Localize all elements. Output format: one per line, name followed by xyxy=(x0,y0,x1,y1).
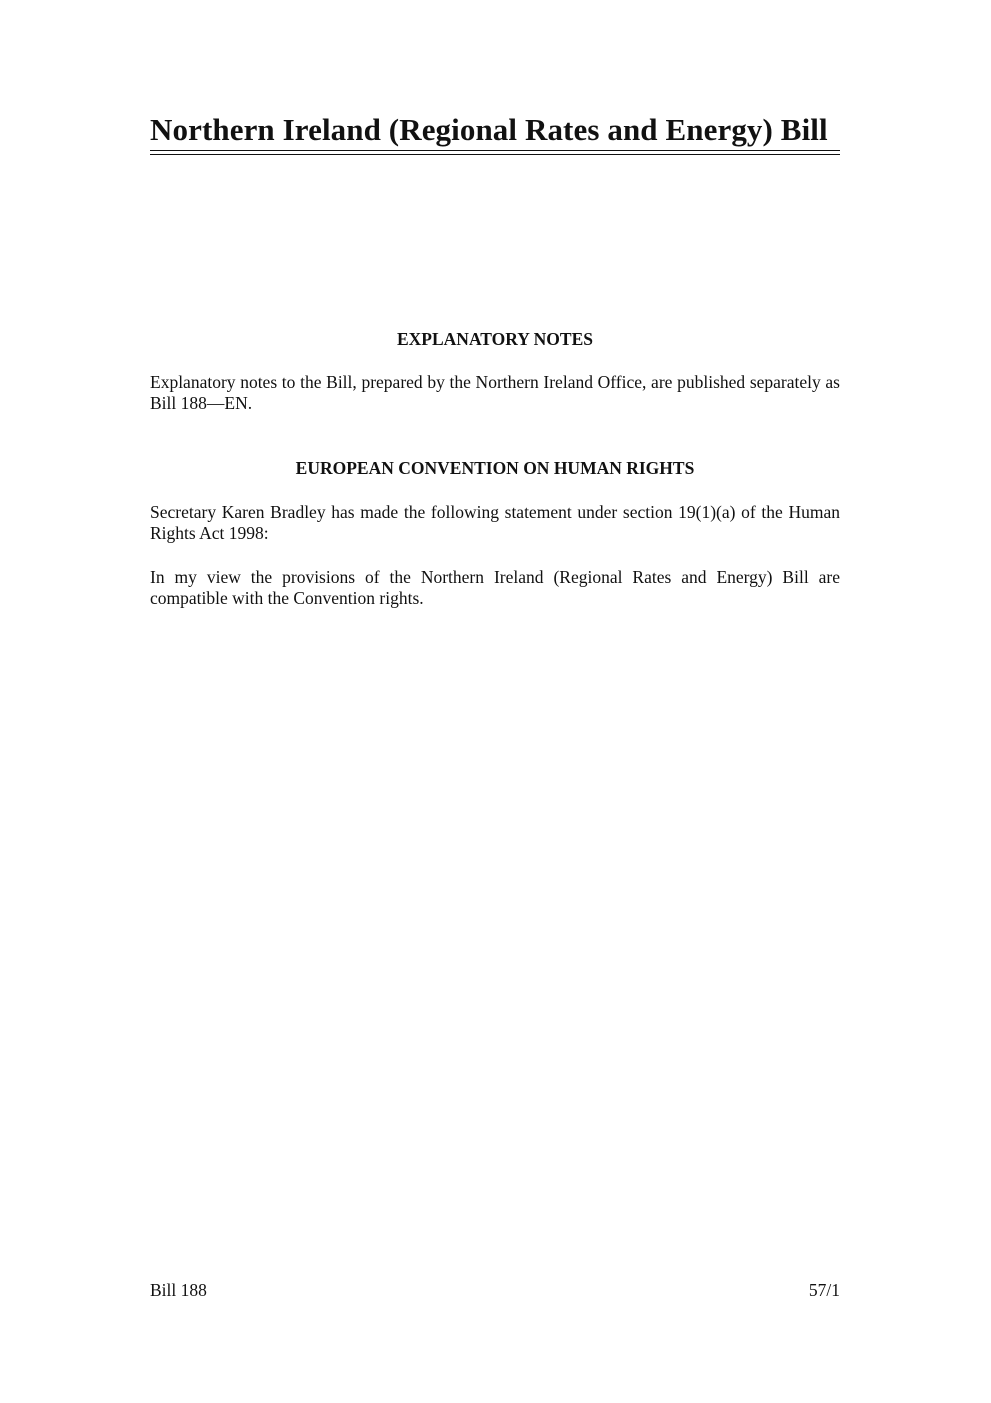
echr-heading: EUROPEAN CONVENTION ON HUMAN RIGHTS xyxy=(295,458,695,478)
explanatory-notes-heading: EXPLANATORY NOTES xyxy=(397,329,593,349)
bill-title: Northern Ireland (Regional Rates and Energy) Bill xyxy=(150,112,828,147)
echr-compatibility-paragraph: In my view the provisions of the Northern Ireland (Regional Rates and Energy) Bill are compatible with the Convention rights. xyxy=(150,567,840,608)
footer-bill-number: Bill 188 xyxy=(150,1280,207,1300)
footer-session-reference: 57/1 xyxy=(808,1280,840,1300)
explanatory-notes-paragraph: Explanatory notes to the Bill, prepared by the Northern Ireland Office, are published separately as Bill 188—EN. xyxy=(150,372,840,413)
title-rule-top xyxy=(150,150,840,151)
echr-statement-paragraph: Secretary Karen Bradley has made the following statement under section 19(1)(a) of the Human Rights Act 1998: xyxy=(150,502,840,543)
title-rule-bottom xyxy=(150,154,840,155)
